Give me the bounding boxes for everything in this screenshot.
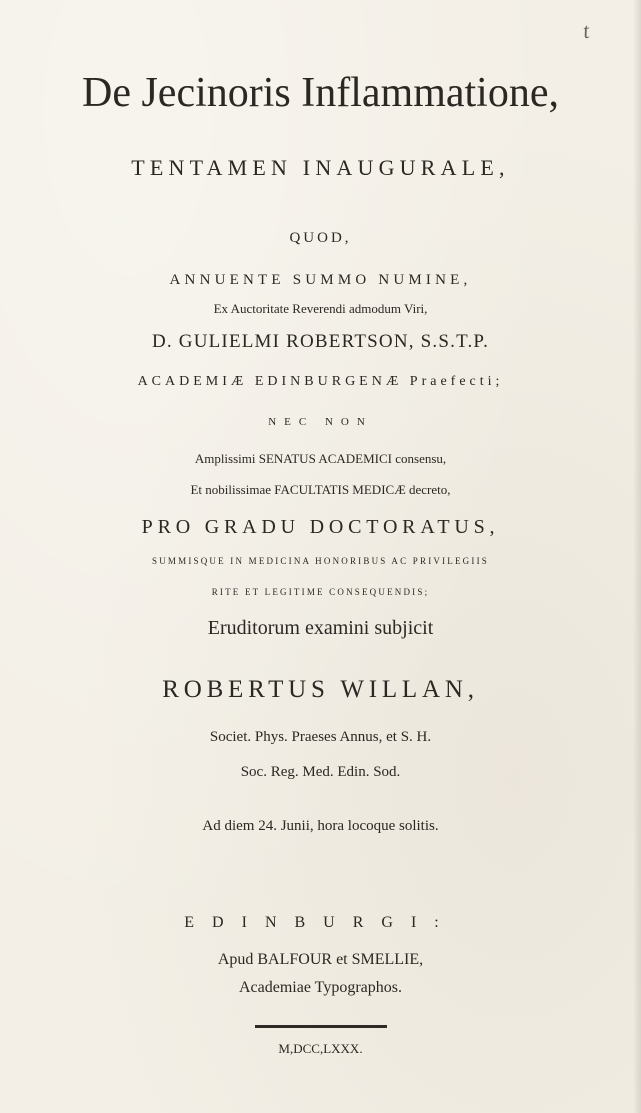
necnon-line: NEC NON	[268, 416, 373, 428]
page-edge-shadow	[633, 0, 641, 1113]
principal-name: D. GULIELMI ROBERTSON, S.S.T.P.	[151, 331, 490, 352]
facultatis-line: Et nobilissimae FACULTATIS MEDICÆ decreto,	[190, 482, 451, 497]
date-of-examination: Ad diem 24. Junii, hora locoque solitis.	[202, 818, 439, 834]
degree-line: PRO GRADU DOCTORATUS,	[141, 516, 500, 538]
society-line: Societ. Phys. Praeses Annus, et S. H.	[209, 729, 432, 745]
author-name: ROBERTUS WILLAN,	[162, 676, 479, 703]
royal-society-line: Soc. Reg. Med. Edin. Sod.	[240, 764, 401, 780]
dissertation-subtitle: TENTAMEN INAUGURALE,	[131, 155, 510, 180]
eruditorum-line: Eruditorum examini subjicit	[207, 617, 434, 639]
quod-line: QUOD,	[289, 230, 352, 246]
dissertation-title: De Jecinoris Inflammatione,	[81, 70, 559, 116]
imprint-printers: Apud BALFOUR et SMELLIE,	[217, 951, 424, 968]
consequendis-line: RITE ET LEGITIME CONSEQUENDIS;	[211, 587, 430, 597]
annuente-line: ANNUENTE SUMMO NUMINE,	[169, 272, 472, 288]
imprint-title: Academiae Typographos.	[239, 979, 402, 996]
imprint-city: EDINBURGI:	[184, 914, 457, 931]
honoribus-line: SUMMISQUE IN MEDICINA HONORIBUS AC PRIVILEGIIS	[152, 556, 489, 566]
publication-date: M,DCC,LXXX.	[278, 1041, 363, 1056]
imprint-rule	[255, 1025, 387, 1028]
handwritten-corner-mark: t	[581, 17, 591, 44]
auctoritate-line: Ex Auctoritate Reverendi admodum Viri,	[213, 301, 428, 316]
academiae-line: ACADEMIÆ EDINBURGENÆ Praefecti;	[137, 374, 504, 389]
senatus-line: Amplissimi SENATUS ACADEMICI consensu,	[194, 451, 447, 466]
